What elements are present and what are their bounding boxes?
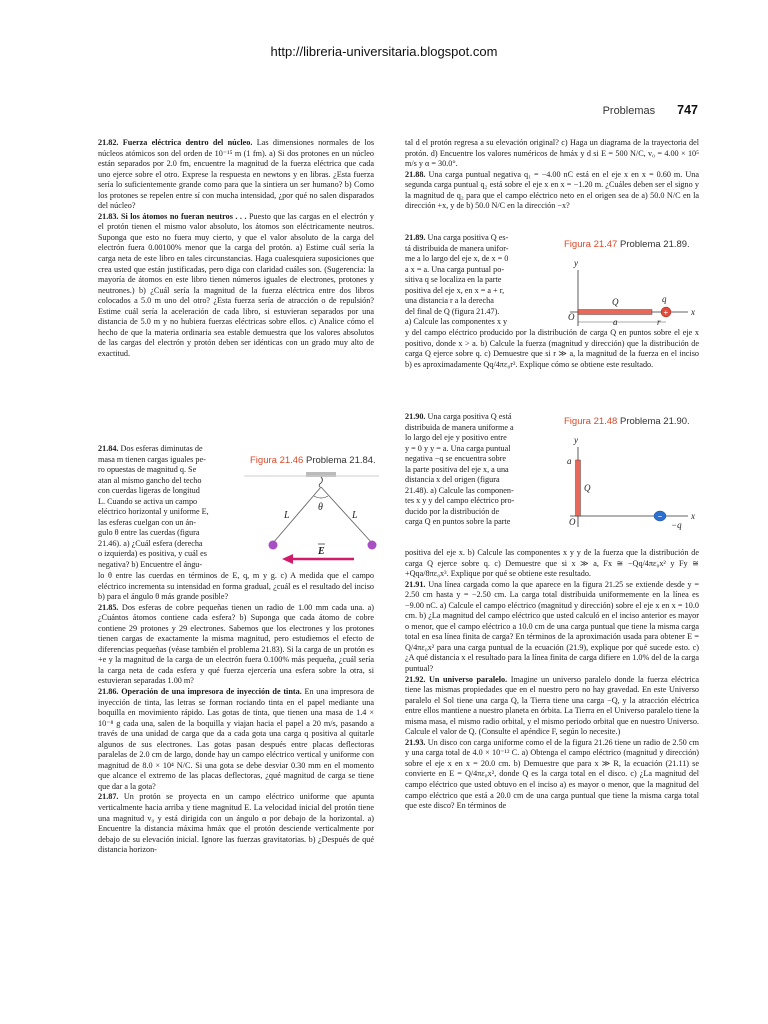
left-column bbox=[98, 138, 374, 359]
problem-21-85 bbox=[98, 603, 374, 687]
length-label-left: L bbox=[284, 510, 290, 521]
left-sphere bbox=[269, 541, 278, 550]
figure-21-47 bbox=[558, 238, 703, 330]
problem-line: distribuida de manera uniforme a bbox=[405, 422, 514, 432]
section-title: Problemas bbox=[602, 105, 656, 117]
figure-label: Figura 21.48 bbox=[564, 416, 618, 427]
figure-caption-text: Problema 21.89. bbox=[619, 239, 690, 250]
hook-icon bbox=[319, 477, 322, 487]
plus-sign: + bbox=[663, 308, 669, 317]
problem-line: una distancia r a la derecha bbox=[405, 296, 494, 306]
figure-21-48 bbox=[558, 415, 703, 535]
problem-line: masa m tienen cargas iguales pe- bbox=[98, 454, 206, 464]
problem-21-92 bbox=[405, 675, 699, 738]
problem-line: atan al mismo gancho del techo bbox=[98, 475, 202, 485]
problem-number: 21.91. bbox=[405, 579, 426, 589]
problem-title: Operación de una impresora de inyección de tinta. bbox=[121, 687, 302, 697]
problem-line: la parte positiva del eje x, a una bbox=[405, 464, 509, 474]
line-charge-x-axis-diagram bbox=[558, 254, 703, 334]
figure-caption bbox=[564, 416, 690, 427]
problem-number: 21.92. bbox=[405, 674, 426, 684]
charge-Q-label: Q bbox=[612, 297, 619, 307]
problem-title: Un universo paralelo. bbox=[428, 674, 508, 684]
problem-title: Si los átomos no fueran neutros . . . bbox=[120, 211, 247, 221]
length-label-right: L bbox=[352, 510, 358, 521]
problem-line: las esferas cuelgan con un án- bbox=[98, 517, 196, 527]
left-string bbox=[273, 487, 321, 543]
problem-number: 21.82. bbox=[98, 138, 119, 147]
problem-text: Un disco con carga uniforme como el de la figura 21.26 tiene un radio de 2.50 cm y una carga total de 4.0 × 10⁻¹² C. a) Obtenga el campo eléctrico (magnitud y dirección) sobre el eje x en x = 20.0 cm. b) Demuestre que para x ≫ R, la ecuación (21.11) se convierte en E = Q/4πε₀x², donde Q es la carga total en el disco. c) ¿La magnitud del campo eléctrico que usted obtuvo en el inciso a) es mayor o menor, que la magnitud del campo eléctrico que está a 20.0 cm de una carga puntual que tiene la misma carga total que este disco? En términos de bbox=[405, 737, 699, 811]
figure-label: Figura 21.47 bbox=[564, 239, 618, 250]
problem-21-87 bbox=[98, 792, 374, 855]
dimension-r-label: r bbox=[657, 317, 661, 327]
problem-line: gulo θ entre las cuerdas (figura bbox=[98, 528, 200, 538]
problem-line: tá distribuida de manera unifor- bbox=[405, 243, 509, 253]
problem-line: Una carga positiva Q está bbox=[427, 412, 512, 421]
problem-text: Una línea cargada como la que aparece en la figura 21.25 se extiende desde y = 2.50 cm hasta y = −2.50 cm. La carga total distribuida uniformemente en la línea es −9.00 nC. a) Calcule el campo eléctrico (magnitud y dirección) sobre el eje x en x = 10.0 cm. b) ¿La magnitud del campo eléctrico que usted calculó en el inciso anterior es mayor o menor, que el campo eléctrico a 10.0 cm de una carga puntual que tiene la misma carga total en esa línea finita de carga? En términos de la aproximación usada para obtener E = Q/4πε₀x² para una carga puntual de la ecuación (21.9), explique por qué sucede esto. c) ¿A qué distancia x el resultado para la línea finita de carga difiere en 1.0% del de la carga puntual? bbox=[405, 579, 699, 674]
theta-label: θ bbox=[318, 502, 323, 513]
line-charge-y-axis-diagram bbox=[558, 431, 703, 535]
problem-line: y = 0 y y = a. Una carga puntual bbox=[405, 443, 511, 453]
problem-number: 21.88. bbox=[405, 169, 426, 179]
problem-number: 21.85. bbox=[98, 602, 119, 612]
problem-number: 21.87. bbox=[98, 792, 119, 802]
y-axis-label: y bbox=[574, 258, 578, 268]
figure-caption bbox=[564, 239, 690, 250]
problem-number: 21.89. bbox=[405, 233, 426, 242]
problem-line: con cuerdas ligeras de longitud bbox=[98, 486, 200, 496]
problem-21-89-rest: y del campo eléctrico producido por la distribución de carga Q en puntos sobre el eje x positivo, donde x > a. b) Calcule la fuerza (magnitud y dirección) que la distribución de carga Q ejerce sobre q. c) Demuestre que si r ≫ a, la magnitud de la fuerza en el inciso b) es aproximadamente Qq/4πε₀r². Explique cómo se obtiene este resultado. bbox=[405, 328, 699, 369]
origin-label: O bbox=[569, 517, 576, 527]
problem-number: 21.93. bbox=[405, 737, 426, 747]
problem-line: Dos esferas diminutas de bbox=[120, 444, 203, 453]
page-header bbox=[603, 103, 698, 117]
problem-number: 21.83. bbox=[98, 211, 119, 221]
problem-line: 21.48). a) Calcule las componen- bbox=[405, 485, 514, 495]
minus-sign: − bbox=[657, 512, 663, 521]
problem-line: me a lo largo del eje x, de x = 0 bbox=[405, 254, 509, 264]
problem-text: Puesto que las cargas en el electrón y el protón tienen el mismo valor absoluto, los átomos son eléctricamente neutros. Suponga que esto no fuera muy cierto, y que el valor absoluto de la carga del electrón fuera 0.00100% menor que la carga del protón. a) Estime cuál sería la carga neta de este libro en tales circunstancias. Haga cualesquiera suposiciones que crea usted que están justificadas, pero diga con claridad cuáles son. (Sugerencia: la mayoría de átomos en este libro tienen números iguales de electrones, protones y neutrones.) b) ¿Cuál sería la magnitud de la fuerza eléctrica entre dos libros colocados a 5.0 m uno del otro? ¿Esta fuerza sería de atracción o de repulsión? Estime cuál sería la aceleración de cada libro, si estuvieran separados por una distancia de 5.0 m y no hubiera fuerzas eléctricas sobre ellos. c) Analice cómo el hecho de que la materia ordinaria sea estable demuestra que los valores absolutos de las cargas del electrón y protón deben ser idénticas con un grado muy alto de exactitud. bbox=[98, 211, 375, 358]
problem-line: 21.46). a) ¿Cuál esfera (derecha bbox=[98, 538, 203, 548]
problem-title: Fuerza eléctrica dentro del núcleo. bbox=[122, 138, 253, 147]
problem-line: a) Calcule las componentes x y bbox=[405, 317, 508, 327]
problem-text: En una impresora de inyección de tinta, las letras se forman rociando tinta en el papel mediante una boquilla en movimiento rápido. Las gotas de tinta, que tienen una masa de 1.4 × 10⁻⁸ g cada una, salen de la boquilla y viajan hacia el papel a 20 m/s, pasando a través de una unidad de carga que da a cada gota una carga q positiva al quitarle algunos de sus electrones. Las gotas pasan después entre placas deflectoras paralelas de 2.0 cm de largo, donde hay un campo eléctrico vertical y uniforme con magnitud de 8.0 × 10⁴ N/C. Si una gota se debe desviar 0.30 mm en el momento que alcance el extremo de las placas deflectoras, ¿qué magnitud de carga se tiene que dar a la gota? bbox=[98, 687, 374, 791]
problem-line: sitiva q se localiza en la parte bbox=[405, 275, 502, 285]
charge-minus-q-label: −q bbox=[671, 520, 682, 530]
problem-line: a x = a. Una carga puntual po- bbox=[405, 264, 505, 274]
problem-line: L. Cuando se activa un campo bbox=[98, 496, 198, 506]
right-column-bottom bbox=[405, 548, 699, 812]
left-column-bottom bbox=[98, 571, 374, 856]
figure-caption bbox=[250, 455, 376, 466]
problem-text: Las dimensiones normales de los núcleos atómicos son del orden de 10⁻¹⁵ m (1 fm). a) Si dos protones en un núcleo están separados por 2.0 fm, encuentre la magnitud de la fuerza eléctrica que cada uno ejerce sobre el otro. Exprese la respuesta en newtons y en libras. ¿Esta fuerza sería lo suficientemente grande como para que la sintiera un ser humano? b) Como los protones se repelen entre sí con mucha intensidad, ¿por qué no salen disparados del núcleo? bbox=[98, 138, 374, 211]
problem-21-91 bbox=[405, 580, 699, 675]
problem-21-82 bbox=[98, 138, 374, 212]
field-label: E bbox=[318, 546, 325, 557]
problem-line: ro opuestas de magnitud q. Se bbox=[98, 465, 197, 475]
problem-line: del final de Q (figura 21.47). bbox=[405, 306, 500, 316]
problem-line: distancia x del origen (figura bbox=[405, 475, 500, 485]
problem-21-83 bbox=[98, 212, 374, 360]
problem-number: 21.86. bbox=[98, 687, 119, 697]
problem-line: ducido por la distribución de bbox=[405, 506, 500, 516]
problem-21-90-rest: positiva del eje x. b) Calcule las componentes x y y de la fuerza que la distribución de carga Q ejerce sobre q. c) Demuestre que si x ≫ a, Fx ≅ −Qq/4πε₀x² y Fy ≅ +Qqa/8πε₀x³. Explique por qué se obtiene este resultado. bbox=[405, 548, 699, 579]
right-column-mid bbox=[405, 328, 699, 370]
charge-bar bbox=[576, 460, 581, 516]
hanging-spheres-diagram bbox=[244, 470, 379, 570]
problem-number: 21.90. bbox=[405, 412, 426, 421]
y-axis-label: y bbox=[574, 435, 578, 445]
figure-21-46 bbox=[244, 450, 379, 570]
problem-line: Una carga positiva Q es- bbox=[427, 233, 509, 242]
problem-21-86 bbox=[98, 687, 374, 792]
problem-number: 21.84. bbox=[98, 444, 119, 453]
figure-caption-text: Problema 21.90. bbox=[619, 416, 690, 427]
problem-21-84-rest: lo θ entre las cuerdas en términos de E, q, m y g. c) A medida que el campo eléctrico incrementa su intensidad en forma gradual, ¿cuál es el resultado del inciso b) para el ángulo θ más grande posible? bbox=[98, 571, 374, 602]
source-url[interactable]: http://libreria-universitaria.blogspot.com bbox=[270, 44, 498, 59]
problem-21-87-continued: tal d el protón regresa a su elevación original? c) Haga un diagrama de la trayectoria del protón. d) Encuentre los valores numéricos de hmáx y d si E = 500 N/C, v₀ = 4.00 × 10⁵ m/s y α = 30.0°. bbox=[405, 138, 699, 169]
arrowhead-icon bbox=[282, 554, 293, 564]
angle-arc bbox=[314, 496, 328, 498]
problem-line: positiva del eje x, en x = a + r, bbox=[405, 285, 505, 295]
figure-caption-text: Problema 21.84. bbox=[305, 455, 376, 466]
problem-line: negativa −q se encuentra sobre bbox=[405, 454, 507, 464]
problem-line: tes x y y del campo eléctrico pro- bbox=[405, 496, 515, 506]
dimension-a-label: a bbox=[613, 317, 618, 327]
origin-label: O bbox=[568, 312, 575, 322]
figure-label: Figura 21.46 bbox=[250, 455, 304, 466]
problem-21-89-wrapped bbox=[405, 233, 549, 328]
problem-21-93 bbox=[405, 738, 699, 812]
problem-line: negativa? b) Encuentre el ángu- bbox=[98, 560, 203, 570]
right-column-top bbox=[405, 138, 699, 212]
charge-Q-label: Q bbox=[584, 483, 591, 493]
problem-21-90-wrapped bbox=[405, 412, 551, 528]
problem-line: lo largo del eje y positivo entre bbox=[405, 433, 507, 443]
problem-text: Dos esferas de cobre pequeñas tienen un radio de 1.00 mm cada una. a) ¿Cuántos átomos contiene cada esfera? b) Suponga que cada átomo de cobre contiene 29 protones y 29 electrones. Sabemos que los electrones y los protones tienen cargas de exactamente la misma magnitud, pero estudiemos el efecto de diferencias pequeñas (véase también el problema 21.83). Si la carga de un protón es +e y la magnitud de la carga de un electrón fuera 0.100% más pequeña, ¿cuál sería la carga neta de cada esfera y qué fuerza ejercería una esfera sobre la otra, si estuvieran separadas 1.00 m? bbox=[98, 602, 375, 686]
x-axis-label: x bbox=[691, 307, 695, 317]
problem-21-88 bbox=[405, 170, 699, 212]
dimension-a-label: a bbox=[567, 456, 572, 466]
charge-q-label: q bbox=[662, 294, 667, 304]
problem-line: eléctrico horizontal y uniforme E, bbox=[98, 507, 209, 517]
problem-text: Un protón se proyecta en un campo eléctrico uniforme que apunta verticalmente hacia arriba y tiene magnitud E. La velocidad inicial del protón tiene una magnitud v₀ y está dirigida con un ángulo α por debajo de la horizontal. a) Encuentre la distancia máxima hmáx que el protón desciende verticalmente por debajo de su elevación inicial. Ignore las fuerzas gravitatorias. b) ¿Después de qué distancia horizon- bbox=[98, 792, 375, 855]
x-axis-label: x bbox=[691, 511, 695, 521]
right-sphere bbox=[368, 541, 377, 550]
problem-line: o izquierda) es positiva, y cuál es bbox=[98, 549, 207, 559]
problem-line: carga Q en puntos sobre la parte bbox=[405, 517, 511, 527]
problem-text: Imagine un universo paralelo donde la fuerza eléctrica tiene las mismas propiedades que en el nuestro pero no hay gravedad. En este Universo paralelo el Sol tiene una carga Q, la Tierra tiene una carga −Q, y la atracción eléctrica entre ellos mantiene a nuestro planeta en órbita. La Tierra en el Universo paralelo tiene la misma masa, el mismo radio orbital, y el mismo periodo orbital que en nuestro Universo. Calcule el valor de Q. (Consulte el apéndice F, según lo necesite.) bbox=[405, 674, 699, 737]
problem-21-84-wrapped bbox=[98, 444, 240, 571]
page-number: 747 bbox=[677, 103, 698, 117]
problem-text: Una carga puntual negativa q₁ = −4.00 nC está en el eje x en x = 0.60 m. Una segunda carga puntual q₂ está sobre el eje x en x = −1.20 m. ¿Cuáles deben ser el signo y la magnitud de q₂ para que el campo eléctrico neto en el origen sea de a) 50.0 N/C en la dirección +x, y de b) 50.0 N/C en la dirección −x? bbox=[405, 169, 699, 211]
charge-bar bbox=[578, 310, 652, 315]
right-string bbox=[321, 487, 372, 543]
